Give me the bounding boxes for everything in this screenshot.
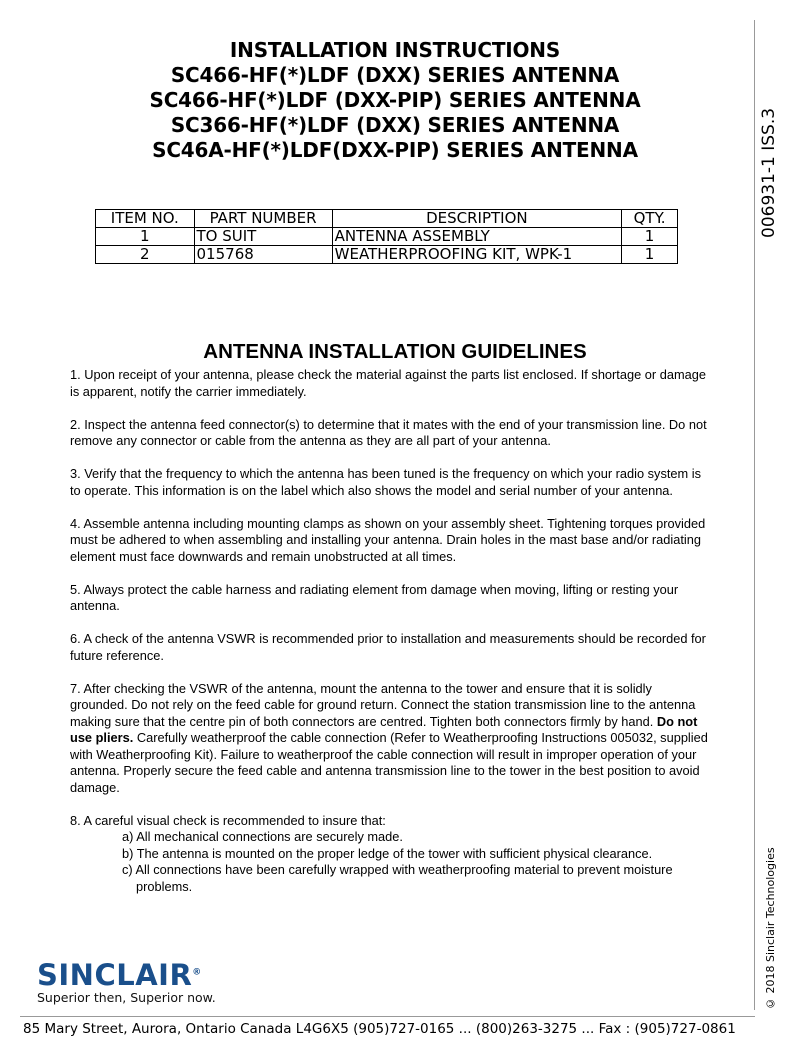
item7-text: 7. After checking the VSWR of the antenna, mount the antenna to the tower and ensure that it is solidly grounded. Do not rely on the feed cable for ground return. Connect the station transmission line to the antenna making sure that the centre pin of both connectors are centred. Tighten both connectors firmly by hand. (70, 680, 696, 729)
guideline-item-8 (70, 813, 710, 896)
cell-part-number: TO SUIT (194, 228, 332, 246)
doc-number (759, 28, 783, 238)
table-header-row (96, 210, 678, 228)
margin-divider (754, 20, 755, 1010)
title-line: SC466-HF(*)LDF (DXX-PIP) SERIES ANTENNA (149, 88, 641, 112)
cell-qty: 1 (622, 228, 678, 246)
cell-item-no: 1 (96, 228, 195, 246)
check-item: a) All mechanical connections are securely made. (122, 829, 403, 844)
footer-address: 85 Mary Street, Aurora, Ontario Canada L4G6X5 (905)727-0165 ... (800)263-3275 ... Fax : (905)727-0861 (23, 1021, 736, 1037)
guideline-item: 1. Upon receipt of your antenna, please check the material against the parts list enclosed. If shortage or damage is apparent, notify the carrier immediately. (70, 367, 706, 399)
col-item-no: ITEM NO. (96, 210, 195, 228)
copyright (764, 840, 784, 1010)
title-line: SC46A-HF(*)LDF(DXX-PIP) SERIES ANTENNA (152, 138, 638, 162)
col-part-number: PART NUMBER (194, 210, 332, 228)
title-line: SC466-HF(*)LDF (DXX) SERIES ANTENNA (170, 63, 620, 87)
guideline-item: 3. Verify that the frequency to which the antenna has been tuned is the frequency on which your radio system is to operate. This information is on the label which also shows the model and serial number of your antenna. (70, 466, 701, 498)
guideline-item: 4. Assemble antenna including mounting clamps as shown on your assembly sheet. Tightening torques provided must be adhered to when assembling and installing your antenna. Drain holes in the mast base and/or radiating element must face downwards and remain unobstructed at all times. (70, 515, 706, 564)
cell-item-no: 2 (96, 246, 195, 264)
title-line: INSTALLATION INSTRUCTIONS (229, 38, 561, 62)
logo-brand (37, 958, 202, 992)
logo-brand-text: SINCLAIR (37, 958, 193, 992)
col-description: DESCRIPTION (332, 210, 621, 228)
table-row (96, 228, 678, 246)
col-qty: QTY. (622, 210, 678, 228)
guidelines-body (70, 367, 710, 912)
item8-intro: 8. A careful visual check is recommended to insure that: (70, 812, 386, 828)
check-item: c) All connections have been carefully wrapped with weatherproofing material to prevent moisture (122, 862, 673, 877)
guideline-item: 5. Always protect the cable harness and radiating element from damage when moving, lifting or resting your antenna. (70, 581, 679, 613)
check-item-cont: problems. (136, 878, 193, 894)
guidelines-title: ANTENNA INSTALLATION GUIDELINES (203, 340, 587, 363)
sinclair-logo (37, 958, 237, 1008)
guideline-item: 6. A check of the antenna VSWR is recommended prior to installation and measurements should be recorded for future reference. (70, 631, 706, 663)
cell-description: ANTENNA ASSEMBLY (332, 228, 621, 246)
cell-part-number: 015768 (194, 246, 332, 264)
logo-tagline: Superior then, Superior now. (37, 990, 216, 1005)
title-line: SC366-HF(*)LDF (DXX) SERIES ANTENNA (170, 113, 620, 137)
cell-description: WEATHERPROOFING KIT, WPK-1 (332, 246, 621, 264)
parts-table (95, 209, 678, 264)
item7-warning: Do not use pliers. (70, 713, 698, 745)
doc-number-text: 006931-1 ISS.3 (759, 107, 779, 238)
guideline-item: 2. Inspect the antenna feed connector(s) to determine that it mates with the end of your transmission line. Do not remove any connector or cable from the antenna as they are all part of your antenna. (70, 416, 707, 448)
footer-divider (20, 1016, 755, 1017)
check-item: b) The antenna is mounted on the proper ledge of the tower with sufficient physical clearance. (122, 845, 653, 861)
cell-qty: 1 (622, 246, 678, 264)
guideline-item-7 (70, 681, 710, 797)
document-title-block (0, 38, 790, 163)
item7-text-cont: Carefully weatherproof the cable connection (Refer to Weatherproofing Instructions 005032, supplied with Weatherproofing Kit). Failure to weatherproof the cable connection will result in improper operation of your antenna. Properly secure the feed cable and antenna transmission line to the tower in the best position to avoid damage. (70, 730, 708, 795)
logo-reg-mark: ® (192, 967, 202, 978)
table-row (96, 246, 678, 264)
copyright-text: © 2018 Sinclair Technologies (764, 847, 777, 1010)
